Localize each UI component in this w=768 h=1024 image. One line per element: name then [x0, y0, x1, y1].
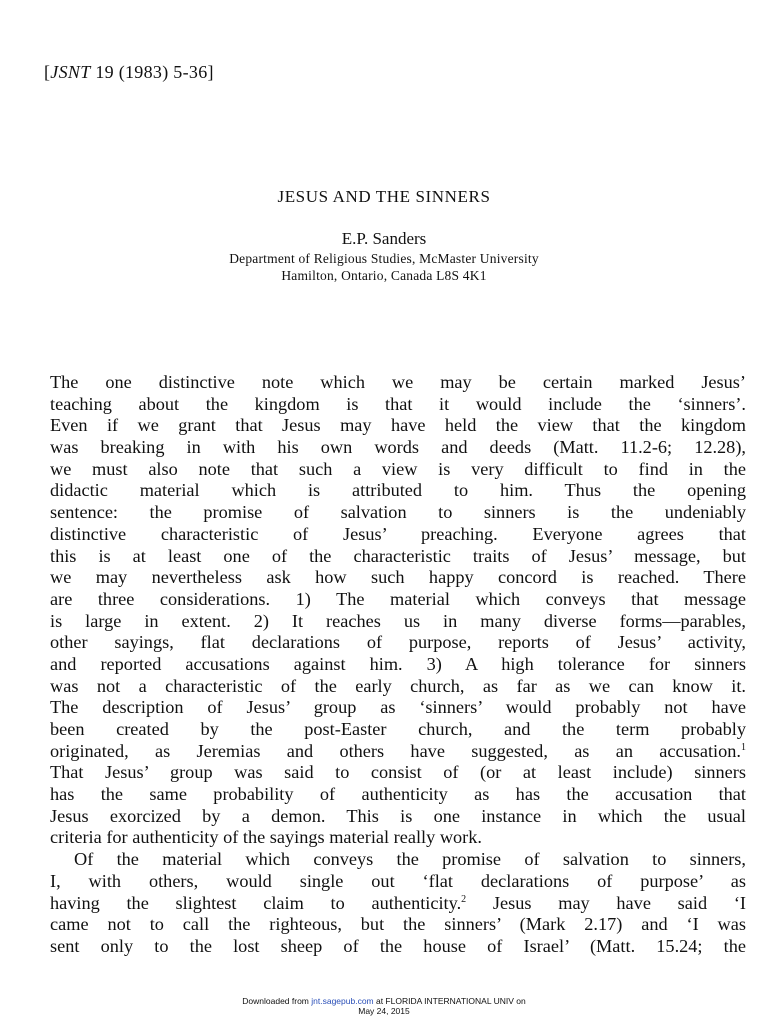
- body-line-text: Jesus may have said ‘I: [466, 892, 747, 913]
- citation-open-bracket: [: [44, 62, 51, 82]
- footer-date: May 24, 2015: [358, 1006, 410, 1016]
- body-line-with-footnote: [50, 893, 746, 915]
- body-line: sent only to the lost sheep of the house of Israel’ (Matt. 15.24; the: [50, 935, 746, 956]
- body-line: Even if we grant that Jesus may have held the view that the kingdom: [50, 415, 746, 436]
- journal-citation: [44, 62, 214, 83]
- author-affiliation-address: Hamilton, Ontario, Canada L8S 4K1: [281, 268, 487, 283]
- body-line: and reported accusations against him. 3) A high tolerance for sinners: [50, 653, 746, 674]
- body-line: distinctive characteristic of Jesus’ preaching. Everyone agrees that: [50, 523, 746, 544]
- footer-suffix: at FLORIDA INTERNATIONAL UNIV on: [373, 996, 526, 1006]
- article-author: E.P. Sanders: [341, 229, 427, 248]
- footer-source-link[interactable]: jnt.sagepub.com: [311, 996, 374, 1006]
- body-line: we must also note that such a view is very difficult to find in the: [50, 458, 746, 479]
- footer-prefix: Downloaded from: [242, 996, 312, 1006]
- body-line: Of the material which conveys the promise of salvation to sinners,: [74, 849, 746, 870]
- body-line-text: having the slightest claim to authenticity.: [50, 892, 462, 913]
- body-line: been created by the post-Easter church, and the term probably: [50, 719, 746, 739]
- body-line: I, with others, would single out ‘flat declarations of purpose’ as: [50, 870, 746, 891]
- body-line: has the same probability of authenticity as has the accusation that: [50, 784, 746, 805]
- body-line-text: originated, as Jeremias and others have suggested, as an accusation.: [50, 740, 741, 761]
- body-line: we may nevertheless ask how such happy concord is reached. There: [50, 567, 746, 588]
- body-line: The description of Jesus’ group as ‘sinners’ would probably not have: [50, 697, 746, 718]
- body-line: other sayings, flat declarations of purpose, reports of Jesus’ activity,: [50, 632, 746, 653]
- body-line: was not a characteristic of the early church, as far as we can know it.: [50, 675, 746, 696]
- article-body: [50, 372, 746, 958]
- body-line: teaching about the kingdom is that it would include the ‘sinners’.: [50, 393, 746, 414]
- body-line: didactic material which is attributed to him. Thus the opening: [50, 480, 746, 501]
- body-line: Jesus exorcized by a demon. This is one instance in which the usual: [50, 805, 746, 826]
- body-line: criteria for authenticity of the sayings material really work.: [50, 827, 482, 848]
- citation-volume-pages: 19 (1983) 5-36]: [90, 62, 214, 82]
- body-line: sentence: the promise of salvation to sinners is the undeniably: [50, 502, 746, 523]
- article-title: JESUS AND THE SINNERS: [277, 187, 491, 206]
- body-line: came not to call the righteous, but the sinners’ (Mark 2.17) and ‘I was: [50, 914, 746, 935]
- citation-journal: JSNT: [50, 62, 91, 82]
- body-line-with-footnote: [50, 741, 746, 763]
- author-affiliation-department: Department of Religious Studies, McMaster University: [229, 251, 539, 266]
- body-line: The one distinctive note which we may be certain marked Jesus’: [50, 372, 746, 392]
- footnote-ref-2: 2: [461, 893, 467, 905]
- download-footer: [0, 996, 768, 1016]
- body-line: this is at least one of the characteristic traits of Jesus’ message, but: [50, 545, 746, 566]
- footnote-ref-1: 1: [741, 741, 746, 753]
- body-line: are three considerations. 1) The material which conveys that message: [50, 588, 746, 609]
- body-line: That Jesus’ group was said to consist of (or at least include) sinners: [50, 762, 746, 783]
- body-line: was breaking in with his own words and deeds (Matt. 11.2-6; 12.28),: [50, 437, 746, 458]
- body-line: is large in extent. 2) It reaches us in many diverse forms—parables,: [50, 610, 746, 631]
